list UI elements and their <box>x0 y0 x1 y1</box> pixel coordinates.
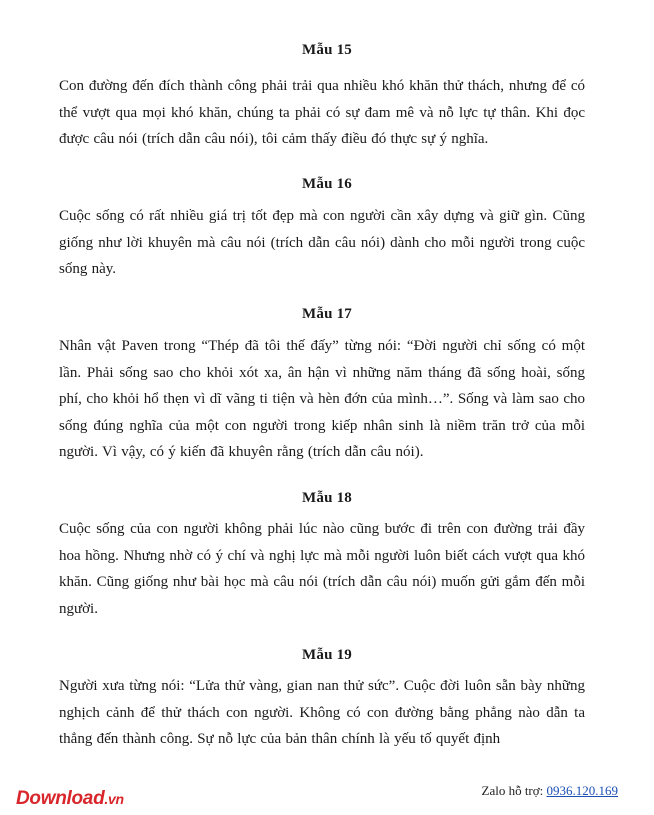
section-body-mau-17: Nhân vật Paven trong “Thép đã tôi thế đấy” từng nói: “Đời người chỉ sống có một lần. Phải sống sao cho khỏi xót xa, ân hận vì những năm tháng đã sống hoài, sống phí, cho khỏi hổ thẹn vì dĩ vãng ti tiện và hèn đớn của mình…”. Sống và làm sao cho sống đúng nghĩa của một con người trong kiếp nhân sinh là niềm trăn trở của mỗi người. Vì vậy, có ý kiến đã khuyên rằng (trích dẫn câu nói). <box>59 338 585 460</box>
section-heading-mau-15: Mẫu 15 <box>302 42 352 58</box>
page-footer <box>0 780 654 815</box>
section-body-mau-15: Con đường đến đích thành công phải trải qua nhiều khó khăn thử thách, nhưng để có thể vượt qua mọi khó khăn, chúng ta phải có sự đam mê và nỗ lực tự thân. Khi đọc được câu nói (trích dẫn câu nói), tôi cảm thấy điều đó thực sự ý nghĩa. <box>59 78 585 147</box>
section-body-mau-18: Cuộc sống của con người không phải lúc nào cũng bước đi trên con đường trải đầy hoa hồng. Nhưng nhờ có ý chí và nghị lực mà mỗi người luôn biết cách vượt qua khó khăn. Cũng giống như bài học mà câu nói (trích dẫn câu nói) muốn gửi gắm đến mỗi người. <box>59 521 585 617</box>
zalo-support-label: Zalo hỗ trợ: <box>481 783 547 798</box>
section-heading-mau-18: Mẫu 18 <box>302 490 352 506</box>
download-vn-logo[interactable] <box>16 788 124 810</box>
zalo-support <box>482 783 619 799</box>
section-heading-mau-16: Mẫu 16 <box>302 176 352 192</box>
logo-suffix-text: .vn <box>104 791 124 807</box>
section-heading-mau-17: Mẫu 17 <box>302 306 352 322</box>
section-body-mau-19: Người xưa từng nói: “Lửa thử vàng, gian nan thử sức”. Cuộc đời luôn sẵn bày những nghịch cảnh để thử thách con người. Không có con đường bằng phẳng nào dẫn ta thẳng đến thành công. Sự nỗ lực của bản thân chính là yếu tố quyết định <box>59 678 585 747</box>
zalo-support-phone-link[interactable]: 0936.120.169 <box>546 783 618 798</box>
section-heading-mau-19: Mẫu 19 <box>302 647 352 663</box>
section-body-mau-16: Cuộc sống có rất nhiều giá trị tốt đẹp mà con người cần xây dựng và giữ gìn. Cũng giống như lời khuyên mà câu nói (trích dẫn câu nói) dành cho mỗi người trong cuộc sống này. <box>59 208 585 277</box>
logo-main-text: Download <box>16 788 105 809</box>
